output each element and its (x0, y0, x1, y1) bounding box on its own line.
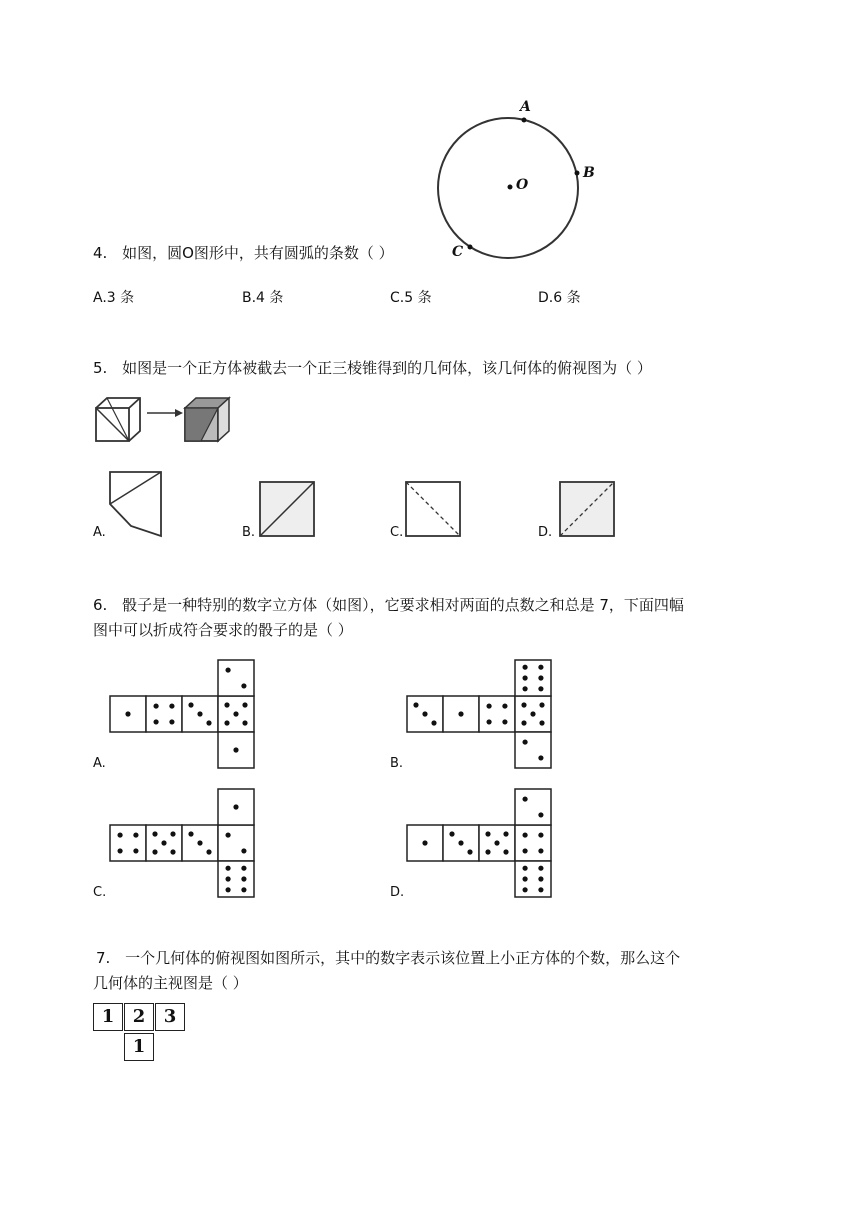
dice-pip (125, 711, 130, 716)
dice-pip (522, 686, 527, 691)
dice-pip (485, 849, 490, 854)
dice-pip (449, 831, 454, 836)
dice-pip (188, 702, 193, 707)
dice-face-row-2 (443, 825, 479, 861)
q7-top-view-grid (93, 1003, 188, 1063)
dice-pip (485, 831, 490, 836)
dice-pip (467, 849, 472, 854)
dice-face-row-3 (182, 825, 218, 861)
q5-option-c-figure (404, 480, 464, 540)
q6-option-a[interactable]: A. (93, 756, 106, 771)
dice-pip (241, 876, 246, 881)
q7-text-line1: 一个几何体的俯视图如图所示，其中的数字表示该位置上小正方体的个数，那么这个 (125, 949, 681, 967)
dice-pip (521, 702, 526, 707)
dice-pip (486, 719, 491, 724)
dice-pip (538, 665, 543, 670)
q4-number: 4. (93, 244, 108, 262)
q4-option-a[interactable]: A.3 条 (93, 290, 135, 306)
dice-pip (502, 703, 507, 708)
q4-option-c[interactable]: C.5 条 (390, 290, 432, 306)
dice-face-row-1 (407, 696, 443, 732)
dice-pip (522, 876, 527, 881)
q7-number: 7. (96, 949, 111, 967)
dice-pip (153, 703, 158, 708)
q4-option-b[interactable]: B.4 条 (242, 290, 284, 306)
dice-face-row-3 (479, 696, 515, 732)
point-o-label: O (516, 177, 529, 193)
point-b-label: B (583, 165, 595, 181)
dice-pip (538, 876, 543, 881)
dice-pip (117, 848, 122, 853)
dice-pip (133, 832, 138, 837)
dice-pip (422, 840, 427, 845)
dice-pip (242, 720, 247, 725)
dice-face-row-4 (515, 825, 551, 861)
dice-pip (538, 832, 543, 837)
point-c-label: C (452, 244, 464, 260)
q5-option-a[interactable]: A. (93, 525, 106, 540)
dice-pip (431, 720, 436, 725)
dice-face-bottom (218, 861, 254, 897)
dice-face-top (218, 660, 254, 696)
dice-pip (521, 720, 526, 725)
dice-pip (224, 720, 229, 725)
dice-face-row-1 (110, 825, 146, 861)
dice-face-row-4 (515, 696, 551, 732)
grid-cell-3: 3 (155, 1003, 185, 1031)
dice-pip (413, 702, 418, 707)
dice-pip (538, 812, 543, 817)
dice-pip (225, 876, 230, 881)
dice-face-top (515, 789, 551, 825)
dice-pip (133, 848, 138, 853)
grid-cell-2: 2 (124, 1003, 154, 1031)
dice-pip (197, 711, 202, 716)
dice-pip (522, 675, 527, 680)
dice-pip (161, 840, 166, 845)
dice-pip (241, 683, 246, 688)
dice-pip (522, 887, 527, 892)
dice-face-row-2 (443, 696, 479, 732)
dice-pip (522, 739, 527, 744)
dice-pip (188, 831, 193, 836)
dice-face-row-1 (110, 696, 146, 732)
q6-net-a (109, 658, 259, 773)
q5-cube-figure (93, 395, 233, 445)
dice-pip (206, 720, 211, 725)
dice-pip (486, 703, 491, 708)
dice-pip (152, 831, 157, 836)
dice-pip (225, 667, 230, 672)
dice-pip (197, 840, 202, 845)
q5-option-d-figure (558, 480, 618, 540)
dice-face-top (515, 660, 551, 696)
dice-pip (225, 887, 230, 892)
dice-face-bottom (218, 732, 254, 768)
point-a-label: A (520, 99, 531, 115)
q5-option-b-figure (258, 480, 318, 540)
q7-question-line2: 几何体的主视图是（ ） (93, 974, 248, 992)
dice-pip (538, 848, 543, 853)
dice-pip (538, 887, 543, 892)
q5-number: 5. (93, 359, 108, 377)
dice-pip (233, 804, 238, 809)
dice-pip (522, 866, 527, 871)
dice-pip (241, 866, 246, 871)
dice-pip (153, 719, 158, 724)
q6-question-line1 (93, 593, 684, 617)
dice-pip (169, 719, 174, 724)
dice-pip (241, 848, 246, 853)
q5-option-a-figure (105, 470, 165, 540)
q5-text: 如图是一个正方体被截去一个正三棱锥得到的几何体，该几何体的俯视图为（ ） (122, 359, 652, 377)
dice-face-bottom (515, 861, 551, 897)
dice-pip (169, 703, 174, 708)
dice-face-top (218, 789, 254, 825)
dice-pip (233, 711, 238, 716)
dice-pip (225, 832, 230, 837)
q6-net-b (406, 658, 556, 773)
dice-face-row-2 (146, 696, 182, 732)
q5-option-d[interactable]: D. (538, 525, 553, 540)
dice-pip (225, 866, 230, 871)
q7-question-line1 (96, 946, 680, 970)
dice-face-row-3 (479, 825, 515, 861)
dice-pip (502, 719, 507, 724)
dice-pip (117, 832, 122, 837)
dice-pip (522, 796, 527, 801)
q4-figure (430, 95, 610, 265)
q6-question-line2: 图中可以折成符合要求的骰子的是（ ） (93, 621, 353, 639)
dice-face-row-4 (218, 825, 254, 861)
dice-pip (539, 720, 544, 725)
dice-pip (494, 840, 499, 845)
dice-pip (539, 702, 544, 707)
dice-face-row-3 (182, 696, 218, 732)
dice-pip (538, 755, 543, 760)
dice-pip (503, 849, 508, 854)
dice-pip (242, 702, 247, 707)
grid-cell-1: 1 (93, 1003, 123, 1031)
grid-cell-4: 1 (124, 1033, 154, 1061)
dice-pip (152, 849, 157, 854)
q5-option-c[interactable]: C. (390, 525, 404, 540)
q5-question (93, 356, 652, 380)
dice-pip (522, 832, 527, 837)
q4-question (93, 241, 394, 265)
dice-pip (422, 711, 427, 716)
q6-option-d[interactable]: D. (390, 885, 405, 900)
q5-option-b[interactable]: B. (242, 525, 256, 540)
q6-option-c[interactable]: C. (93, 885, 107, 900)
dice-pip (224, 702, 229, 707)
q4-option-d[interactable]: D.6 条 (538, 290, 581, 306)
dice-pip (538, 866, 543, 871)
q6-option-b[interactable]: B. (390, 756, 404, 771)
dice-face-row-2 (146, 825, 182, 861)
dice-pip (503, 831, 508, 836)
dice-face-row-4 (218, 696, 254, 732)
dice-face-row-1 (407, 825, 443, 861)
q6-number: 6. (93, 596, 108, 614)
dice-pip (522, 848, 527, 853)
dice-pip (458, 840, 463, 845)
dice-pip (206, 849, 211, 854)
dice-face-bottom (515, 732, 551, 768)
dice-pip (458, 711, 463, 716)
dice-pip (233, 747, 238, 752)
q6-net-c (109, 787, 259, 902)
dice-pip (170, 831, 175, 836)
dice-pip (170, 849, 175, 854)
dice-pip (530, 711, 535, 716)
dice-pip (538, 675, 543, 680)
dice-pip (538, 686, 543, 691)
q4-text: 如图，圆O图形中，共有圆弧的条数（ ） (122, 244, 394, 262)
q6-net-d (406, 787, 556, 902)
dice-pip (241, 887, 246, 892)
dice-pip (522, 665, 527, 670)
q6-text-line1: 骰子是一种特别的数字立方体（如图），它要求相对两面的点数之和总是 7，下面四幅 (122, 596, 684, 614)
